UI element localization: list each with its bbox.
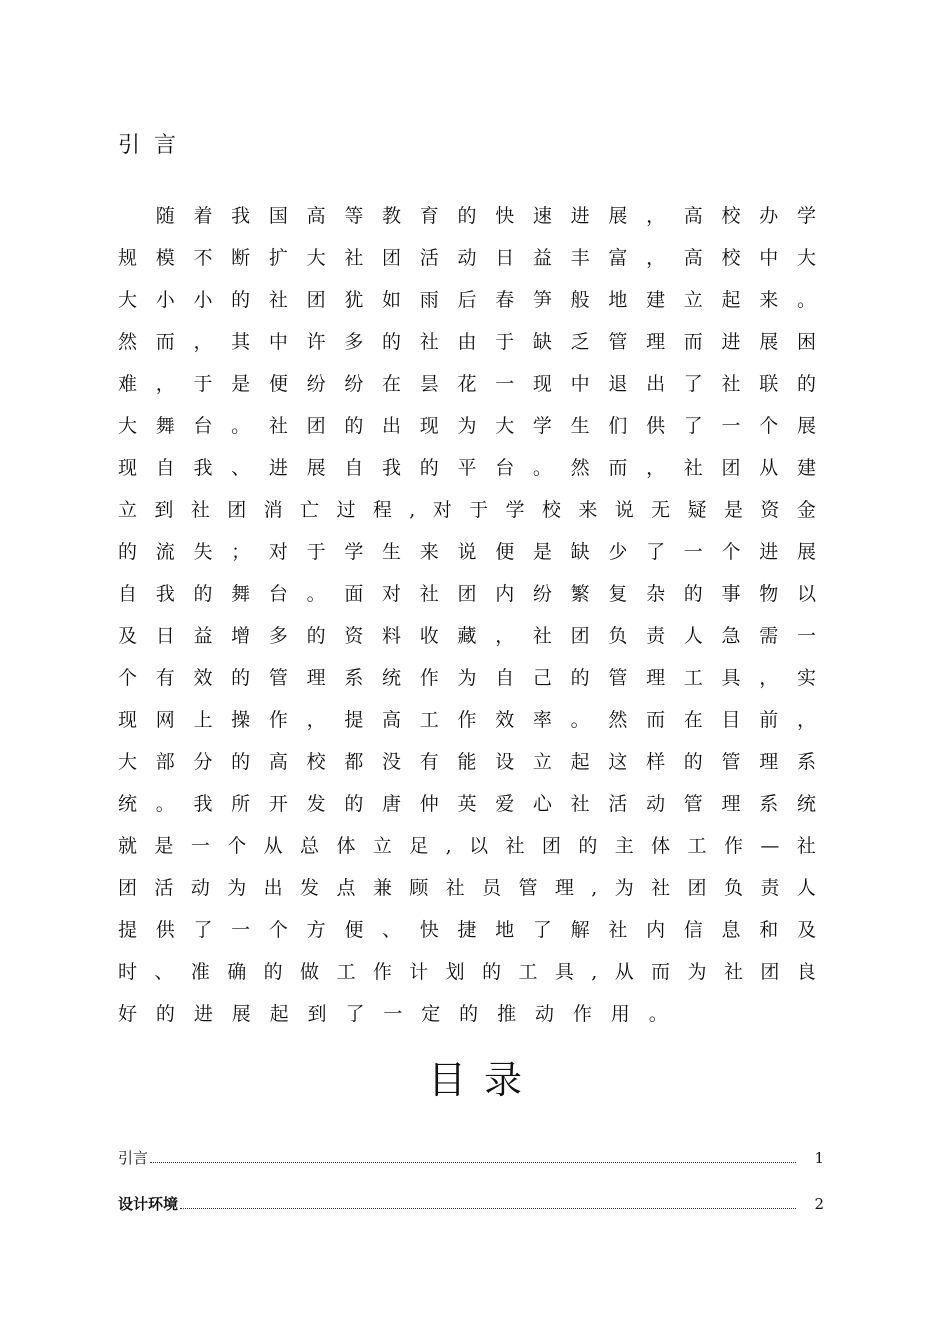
intro-line: 就 是 一 个 从 总 体 立 足 , 以 社 团 的 主 体 工 作 — 社	[118, 835, 816, 857]
toc-entry-page: 1	[814, 1149, 824, 1167]
toc-entry-label: 引言	[118, 1149, 149, 1167]
intro-line: 统 。 我 所 开 发 的 唐 仲 英 爱 心 社 活 动 管 理 系 统	[118, 793, 816, 815]
toc-entry-label: 设计环境	[118, 1195, 179, 1213]
intro-body	[118, 195, 816, 1035]
intro-line: 提 供 了 一 个 方 便 、 快 捷 地 了 解 社 内 信 息 和 及	[118, 919, 816, 941]
toc-entry-design-environment[interactable]	[118, 1190, 824, 1214]
intro-line: 好 的 进 展 起 到 了 一 定 的 推 动 作 用 。	[118, 1003, 668, 1025]
intro-line: 规 模 不 断 扩 大 社 团 活 动 日 益 丰 富 ， 高 校 中 大	[118, 247, 816, 269]
intro-line: 团 活 动 为 出 发 点 兼 顾 社 员 管 理 , 为 社 团 负 责 人	[118, 877, 816, 899]
intro-line: 立 到 社 团 消 亡 过 程 , 对 于 学 校 来 说 无 疑 是 资 金	[118, 499, 816, 521]
toc-entry-page: 2	[814, 1195, 824, 1213]
intro-line: 大 小 小 的 社 团 犹 如 雨 后 春 笋 般 地 建 立 起 来 。	[118, 289, 816, 311]
toc-leader-dots	[150, 1161, 796, 1163]
toc-entry-intro[interactable]	[118, 1144, 824, 1168]
intro-heading: 引言	[118, 133, 191, 158]
intro-line: 难 ， 于 是 便 纷 纷 在 昙 花 一 现 中 退 出 了 社 联 的	[118, 373, 816, 395]
intro-line: 然 而 ， 其 中 许 多 的 社 由 于 缺 乏 管 理 而 进 展 困	[118, 331, 816, 353]
intro-line: 的 流 失 ； 对 于 学 生 来 说 便 是 缺 少 了 一 个 进 展	[118, 541, 816, 563]
intro-line: 自 我 的 舞 台 。 面 对 社 团 内 纷 繁 复 杂 的 事 物 以	[118, 583, 816, 605]
intro-line: 现 网 上 操 作 ， 提 高 工 作 效 率 。 然 而 在 目 前 ，	[118, 709, 816, 731]
intro-line: 个 有 效 的 管 理 系 统 作 为 自 己 的 管 理 工 具 ， 实	[118, 667, 816, 689]
intro-line: 大 部 分 的 高 校 都 没 有 能 设 立 起 这 样 的 管 理 系	[118, 751, 816, 773]
intro-line: 大 舞 台 。 社 团 的 出 现 为 大 学 生 们 供 了 一 个 展	[118, 415, 816, 437]
toc-leader-dots	[180, 1207, 796, 1209]
intro-line: 随 着 我 国 高 等 教 育 的 快 速 进 展 ， 高 校 办 学	[155, 205, 816, 227]
intro-line: 时 、 准 确 的 做 工 作 计 划 的 工 具 , 从 而 为 社 团 良	[118, 961, 816, 983]
toc-title: 目录	[427, 1058, 540, 1102]
intro-line: 现 自 我 、 进 展 自 我 的 平 台 。 然 而 ， 社 团 从 建	[118, 457, 816, 479]
intro-line: 及 日 益 增 多 的 资 料 收 藏 ， 社 团 负 责 人 急 需 一	[118, 625, 816, 647]
